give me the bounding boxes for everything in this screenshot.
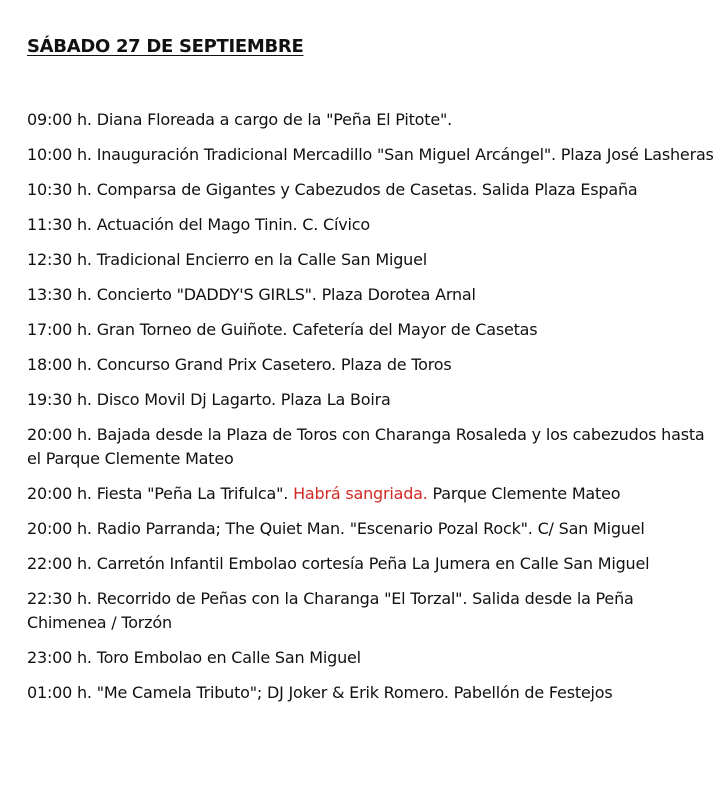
event-highlight: Habrá sangriada. (293, 484, 428, 503)
schedule-page (27, 0, 717, 716)
event-text: 20:00 h. Fiesta "Peña La Trifulca". (27, 484, 294, 503)
event-item: 23:00 h. Toro Embolao en Calle San Miguel (27, 648, 361, 667)
event-item: 17:00 h. Gran Torneo de Guiñote. Cafetería del Mayor de Casetas (27, 320, 538, 339)
event-item: 18:00 h. Concurso Grand Prix Casetero. Plaza de Toros (27, 355, 452, 374)
event-item (27, 482, 717, 506)
event-item: 13:30 h. Concierto "DADDY'S GIRLS". Plaza Dorotea Arnal (27, 285, 476, 304)
event-item: 20:00 h. Bajada desde la Plaza de Toros con Charanga Rosaleda y los cabezudos hasta el Parque Clemente Mateo (27, 425, 705, 468)
event-item: 19:30 h. Disco Movil Dj Lagarto. Plaza La Boira (27, 390, 391, 409)
event-item: 22:30 h. Recorrido de Peñas con la Charanga "El Torzal". Salida desde la Peña Chimenea / Torzón (27, 589, 634, 632)
event-item: 10:00 h. Inauguración Tradicional Mercadillo "San Miguel Arcángel". Plaza José Lasheras (27, 145, 714, 164)
event-item: 20:00 h. Radio Parranda; The Quiet Man. "Escenario Pozal Rock". C/ San Miguel (27, 519, 645, 538)
event-item: 01:00 h. "Me Camela Tributo"; DJ Joker & Erik Romero. Pabellón de Festejos (27, 683, 613, 702)
event-item: 10:30 h. Comparsa de Gigantes y Cabezudos de Casetas. Salida Plaza España (27, 180, 638, 199)
event-text: Parque Clemente Mateo (427, 484, 621, 503)
event-list (27, 108, 717, 705)
page-title: SÁBADO 27 DE SEPTIEMBRE (27, 36, 304, 57)
event-item: 11:30 h. Actuación del Mago Tinin. C. Cívico (27, 215, 370, 234)
event-item: 22:00 h. Carretón Infantil Embolao cortesía Peña La Jumera en Calle San Miguel (27, 554, 650, 573)
event-item: 12:30 h. Tradicional Encierro en la Calle San Miguel (27, 250, 427, 269)
event-item: 09:00 h. Diana Floreada a cargo de la "Peña El Pitote". (27, 110, 453, 129)
